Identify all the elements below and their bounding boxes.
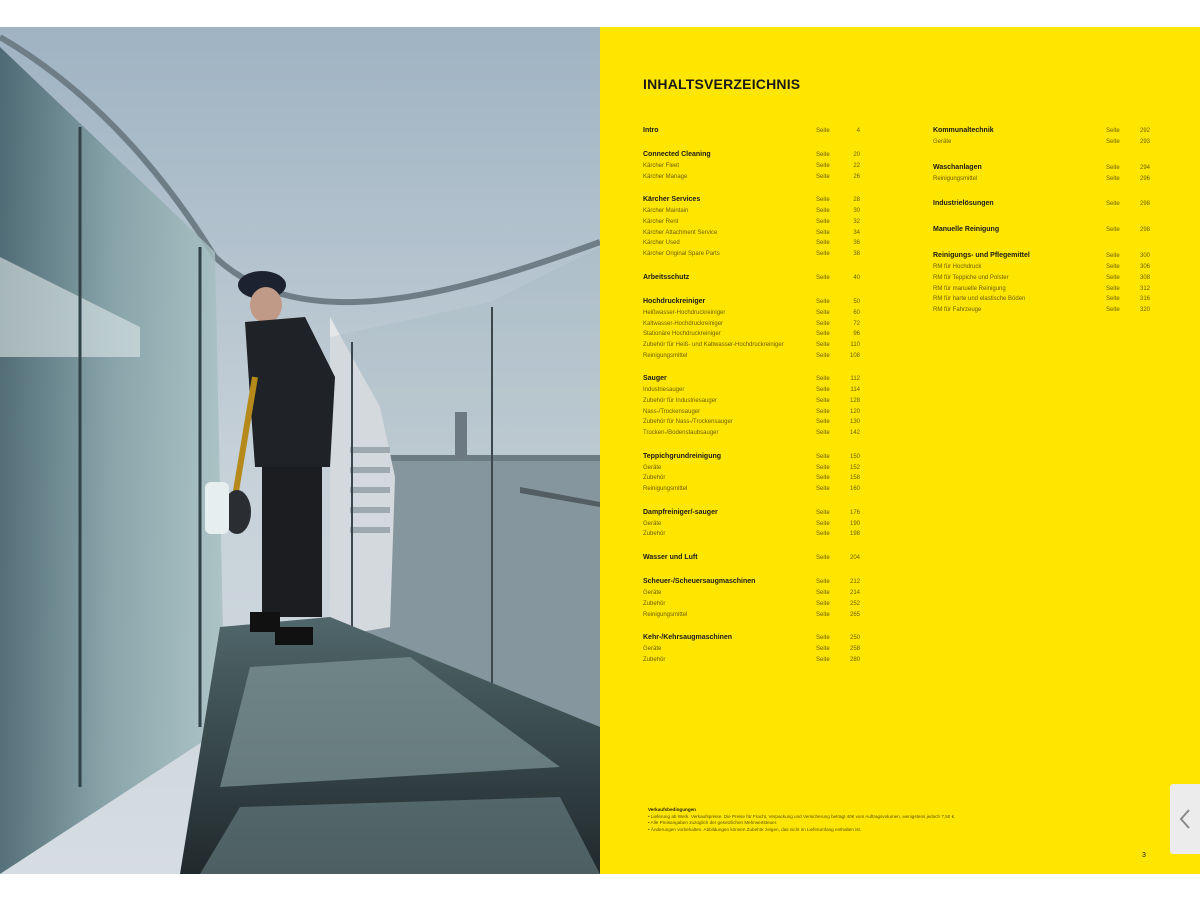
seite-label: Seite (816, 251, 830, 258)
toc-section (643, 274, 858, 286)
toc-entry-label: Reinigungsmittel (933, 175, 978, 182)
seite-label: Seite (816, 397, 830, 404)
toc-entry[interactable] (643, 521, 858, 532)
toc-column-left (643, 127, 858, 680)
toc-entry-label: Industriesauger (643, 387, 685, 394)
page-ref: 293 (1139, 139, 1150, 145)
page-ref: 320 (1139, 307, 1150, 314)
toc-column-right (933, 127, 1148, 332)
toc-entry-label: Kärcher Fleet (643, 163, 680, 169)
toc-heading-label: Dampfreiniger/-sauger (643, 508, 718, 516)
toc-heading[interactable] (643, 509, 858, 521)
page-ref: 316 (1139, 296, 1150, 303)
toc-heading-label: Arbeitsschutz (643, 273, 690, 281)
seite-label: Seite (1106, 275, 1120, 282)
toc-entry-label: Zubehör (643, 531, 666, 538)
page-ref: 198 (849, 531, 860, 538)
toc-entry[interactable] (643, 601, 858, 612)
toc-entry-label: RM für Fahrzeuge (933, 307, 982, 314)
page-ref: 120 (849, 408, 860, 415)
page-ref: 292 (1139, 128, 1150, 134)
page-ref: 40 (853, 274, 860, 281)
page-ref: 176 (849, 509, 860, 516)
toc-entry[interactable] (643, 475, 858, 486)
page-ref: 294 (1139, 164, 1150, 171)
seite-label: Seite (816, 611, 830, 618)
toc-entry[interactable] (643, 230, 858, 241)
page-ref: 130 (849, 419, 860, 426)
toc-entry[interactable] (643, 409, 858, 420)
page-ref: 30 (853, 208, 860, 215)
page-ref: 152 (849, 464, 860, 471)
page-ref: 36 (853, 240, 860, 247)
page-ref: 312 (1139, 285, 1150, 292)
toc-title: INHALTSVERZEICHNIS (643, 76, 801, 92)
previous-page-button[interactable] (1170, 784, 1200, 854)
page-ref: 214 (849, 590, 860, 597)
toc-heading[interactable] (933, 127, 1148, 139)
seite-label: Seite (1106, 164, 1120, 171)
toc-entry[interactable] (643, 321, 858, 332)
toc-heading[interactable] (643, 196, 858, 208)
toc-entry[interactable] (643, 208, 858, 219)
page-ref: 204 (849, 555, 860, 562)
seite-label: Seite (816, 298, 830, 305)
toc-entry[interactable] (643, 419, 858, 430)
toc-section (643, 634, 858, 667)
seite-label: Seite (816, 486, 830, 493)
toc-entry-label: Zubehör für Industriesauger (643, 397, 718, 404)
page-ref: 142 (849, 430, 860, 436)
toc-heading[interactable] (643, 453, 858, 465)
toc-entry[interactable] (933, 176, 1148, 187)
toc-entry[interactable] (933, 307, 1148, 318)
seite-label: Seite (816, 600, 830, 607)
seite-label: Seite (1106, 296, 1120, 303)
toc-entry-label: Zubehör (643, 600, 666, 607)
toc-entry[interactable] (933, 296, 1148, 307)
toc-heading[interactable] (643, 375, 858, 387)
toc-heading[interactable] (643, 554, 858, 566)
seite-label: Seite (1106, 128, 1120, 134)
toc-entry-label: Kärcher Rent (643, 219, 679, 226)
chevron-left-icon (1178, 807, 1192, 831)
toc-entry-label: Kärcher Used (643, 240, 680, 247)
page-ref: 298 (1139, 227, 1150, 234)
page-ref: 34 (853, 229, 860, 236)
toc-entry-label: Zubehör (643, 475, 666, 482)
toc-entry-label: Kärcher Manage (643, 173, 688, 180)
toc-entry-label: Geräte (643, 646, 662, 653)
seite-label: Seite (816, 646, 830, 653)
toc-entry[interactable] (643, 486, 858, 497)
toc-section (643, 453, 858, 497)
page-ref: 296 (1139, 175, 1150, 182)
toc-entry[interactable] (643, 174, 858, 185)
seite-label: Seite (816, 229, 830, 236)
toc-entry[interactable] (643, 612, 858, 623)
seite-label: Seite (816, 635, 830, 642)
toc-entry-label: Reinigungsmittel (643, 352, 688, 359)
footnote-title: Verkaufsbedingungen (648, 807, 696, 812)
toc-entry-label: Stationäre Hochdruckreiniger (643, 331, 721, 338)
toc-entry-label: Geräte (643, 464, 662, 471)
seite-label: Seite (816, 419, 830, 426)
toc-entry-label: Kaltwasser-Hochdruckreiniger (643, 320, 724, 327)
page-ref: 72 (853, 320, 860, 327)
page-ref: 280 (849, 656, 860, 663)
toc-entry-label: Trocken-/Bodenstaubsauger (643, 430, 719, 436)
catalog-spread (0, 27, 1200, 874)
toc-entry-label: Kärcher Maintain (643, 208, 689, 215)
toc-heading-label: Intro (643, 127, 659, 134)
toc-heading-label: Sauger (643, 375, 667, 383)
seite-label: Seite (816, 152, 830, 158)
toc-heading[interactable] (933, 164, 1148, 176)
page-ref: 128 (849, 397, 860, 404)
toc-heading[interactable] (933, 226, 1148, 238)
toc-entry[interactable] (643, 430, 858, 441)
page-ref: 108 (849, 352, 860, 359)
page-ref: 190 (849, 520, 860, 527)
page-ref: 306 (1139, 264, 1150, 271)
seite-label: Seite (1106, 285, 1120, 292)
seite-label: Seite (816, 509, 830, 516)
page-ref: 96 (853, 331, 860, 338)
toc-entry[interactable] (643, 310, 858, 321)
footnote (648, 807, 1158, 833)
seite-label: Seite (1106, 227, 1120, 234)
toc-section (643, 578, 858, 622)
toc-entry[interactable] (933, 275, 1148, 286)
toc-entry-label: Geräte (643, 520, 662, 527)
toc-entry-label: Zubehör für Heiß- und Kaltwasser-Hochdruckreiniger (643, 341, 784, 348)
toc-entry-label: Kärcher Original Spare Parts (643, 251, 720, 258)
seite-label: Seite (816, 464, 830, 471)
toc-heading-label: Reinigungs- und Pflegemittel (933, 252, 1030, 260)
page-ref: 265 (849, 611, 860, 618)
toc-entry-label: Zubehör (643, 656, 666, 663)
page-ref: 28 (853, 197, 860, 204)
toc-entry[interactable] (643, 342, 858, 353)
toc-section (933, 127, 1148, 150)
toc-heading-label: Connected Cleaning (643, 151, 711, 158)
toc-entry[interactable] (643, 590, 858, 601)
toc-entry[interactable] (933, 139, 1148, 150)
page-number: 3 (1142, 852, 1146, 859)
seite-label: Seite (1106, 307, 1120, 314)
page-ref: 298 (1139, 201, 1150, 208)
toc-heading[interactable] (643, 578, 858, 590)
cover-photo-window-cleaner (0, 27, 600, 874)
toc-heading[interactable] (643, 298, 858, 310)
footnote-line: • Alle Preisangaben zuzüglich der gesetzlichen Mehrwertsteuer. (648, 820, 778, 826)
seite-label: Seite (1106, 175, 1120, 182)
seite-label: Seite (816, 520, 830, 527)
toc-heading[interactable] (933, 252, 1148, 264)
page-ref: 160 (849, 486, 860, 493)
page-ref: 252 (849, 600, 860, 607)
seite-label: Seite (816, 387, 830, 394)
toc-entry-label: Heißwasser-Hochdruckreiniger (643, 309, 726, 316)
toc-heading-label: Kehr-/Kehrsaugmaschinen (643, 634, 733, 642)
toc-entry-label: Geräte (933, 139, 952, 145)
toc-page (600, 27, 1200, 874)
toc-entry[interactable] (933, 286, 1148, 297)
seite-label: Seite (816, 240, 830, 247)
footnote-line: • Änderungen vorbehalten. Abbildungen können Zubehör zeigen, das nicht im Lieferumfang enthalten ist. (648, 826, 862, 832)
seite-label: Seite (816, 590, 830, 597)
page-ref: 150 (849, 453, 860, 460)
toc-heading[interactable] (643, 274, 858, 286)
toc-entry-label: RM für harte und elastische Böden (933, 296, 1026, 303)
toc-entry[interactable] (643, 331, 858, 342)
toc-heading-label: Kommunaltechnik (933, 127, 994, 134)
toc-heading-label: Hochdruckreiniger (643, 297, 706, 305)
toc-heading-label: Wasser und Luft (643, 554, 698, 562)
toc-section (643, 196, 858, 261)
toc-entry[interactable] (643, 657, 858, 668)
page-ref: 26 (853, 173, 860, 180)
photo-illustration (0, 27, 600, 874)
seite-label: Seite (816, 128, 830, 134)
toc-section (643, 151, 858, 184)
toc-entry[interactable] (643, 465, 858, 476)
page-ref: 60 (853, 309, 860, 316)
toc-heading[interactable] (643, 127, 858, 139)
toc-heading[interactable] (933, 200, 1148, 212)
toc-heading-label: Kärcher Services (643, 196, 701, 204)
page-ref: 50 (853, 298, 860, 305)
seite-label: Seite (816, 408, 830, 415)
toc-entry[interactable] (643, 387, 858, 398)
page-ref: 114 (850, 387, 860, 394)
seite-label: Seite (1106, 264, 1120, 271)
seite-label: Seite (816, 656, 830, 663)
toc-entry[interactable] (643, 398, 858, 409)
toc-section (933, 252, 1148, 317)
page-ref: 4 (856, 128, 860, 134)
page-ref: 20 (853, 152, 860, 158)
toc-heading-label: Scheuer-/Scheuersaugmaschinen (643, 578, 756, 586)
seite-label: Seite (1106, 253, 1120, 260)
toc-entry-label: Kärcher Attachment Service (643, 229, 718, 236)
seite-label: Seite (816, 475, 830, 482)
seite-label: Seite (1106, 201, 1120, 208)
seite-label: Seite (816, 376, 830, 383)
page-ref: 158 (849, 475, 860, 482)
page-ref: 308 (1139, 275, 1150, 282)
toc-heading-label: Waschanlagen (933, 163, 982, 171)
toc-entry-label: RM für manuelle Reinigung (933, 285, 1006, 292)
seite-label: Seite (816, 430, 830, 436)
toc-section (643, 375, 858, 440)
toc-heading-label: Teppichgrundreinigung (643, 452, 722, 460)
seite-label: Seite (816, 579, 830, 586)
seite-label: Seite (816, 219, 830, 226)
toc-entry-label: RM für Hochdruck (933, 264, 982, 271)
toc-section (643, 554, 858, 566)
toc-section (643, 509, 858, 542)
toc-entry[interactable] (643, 251, 858, 262)
toc-entry[interactable] (643, 646, 858, 657)
toc-entry[interactable] (643, 353, 858, 364)
toc-section (933, 226, 1148, 238)
page-ref: 110 (850, 341, 860, 348)
toc-entry[interactable] (643, 531, 858, 542)
toc-section (643, 298, 858, 363)
page-ref: 22 (853, 163, 860, 169)
toc-entry-label: Reinigungsmittel (643, 486, 688, 493)
page-ref: 258 (849, 646, 860, 653)
page-ref: 300 (1139, 253, 1150, 260)
seite-label: Seite (816, 274, 830, 281)
toc-section (933, 200, 1148, 212)
seite-label: Seite (816, 331, 830, 338)
seite-label: Seite (816, 555, 830, 562)
toc-entry-label: Geräte (643, 590, 662, 597)
toc-entry[interactable] (643, 163, 858, 174)
toc-section (933, 164, 1148, 187)
seite-label: Seite (816, 163, 830, 169)
page-ref: 32 (853, 219, 860, 226)
toc-entry[interactable] (933, 264, 1148, 275)
seite-label: Seite (816, 173, 830, 180)
toc-entry-label: RM für Teppiche und Polster (933, 275, 1009, 282)
seite-label: Seite (816, 352, 830, 359)
seite-label: Seite (816, 208, 830, 215)
toc-entry-label: Nass-/Trockensauger (643, 408, 701, 415)
seite-label: Seite (816, 341, 830, 348)
toc-entry[interactable] (643, 219, 858, 230)
seite-label: Seite (1106, 139, 1120, 145)
toc-entry[interactable] (643, 240, 858, 251)
seite-label: Seite (816, 309, 830, 316)
toc-heading[interactable] (643, 151, 858, 163)
toc-heading[interactable] (643, 634, 858, 646)
toc-heading-label: Industrielösungen (933, 200, 994, 208)
toc-entry-label: Zubehör für Nass-/Trockensauger (643, 419, 733, 426)
seite-label: Seite (816, 197, 830, 204)
seite-label: Seite (816, 453, 830, 460)
page-ref: 250 (849, 635, 860, 642)
toc-entry-label: Reinigungsmittel (643, 611, 688, 618)
page-ref: 38 (853, 251, 860, 258)
page-ref: 212 (849, 579, 860, 586)
toc-heading-label: Manuelle Reinigung (933, 226, 1000, 234)
page-ref: 112 (850, 376, 860, 383)
seite-label: Seite (816, 320, 830, 327)
footnote-line: • Lieferung ab Werk. Verkaufspreise. Die Preise für Fracht, Verpackung und Versicherung beträgt 40€ vom Auftragsvolumen, wenigstens jedoch 7,50 €. (648, 813, 956, 819)
toc-section (643, 127, 858, 139)
seite-label: Seite (816, 531, 830, 538)
